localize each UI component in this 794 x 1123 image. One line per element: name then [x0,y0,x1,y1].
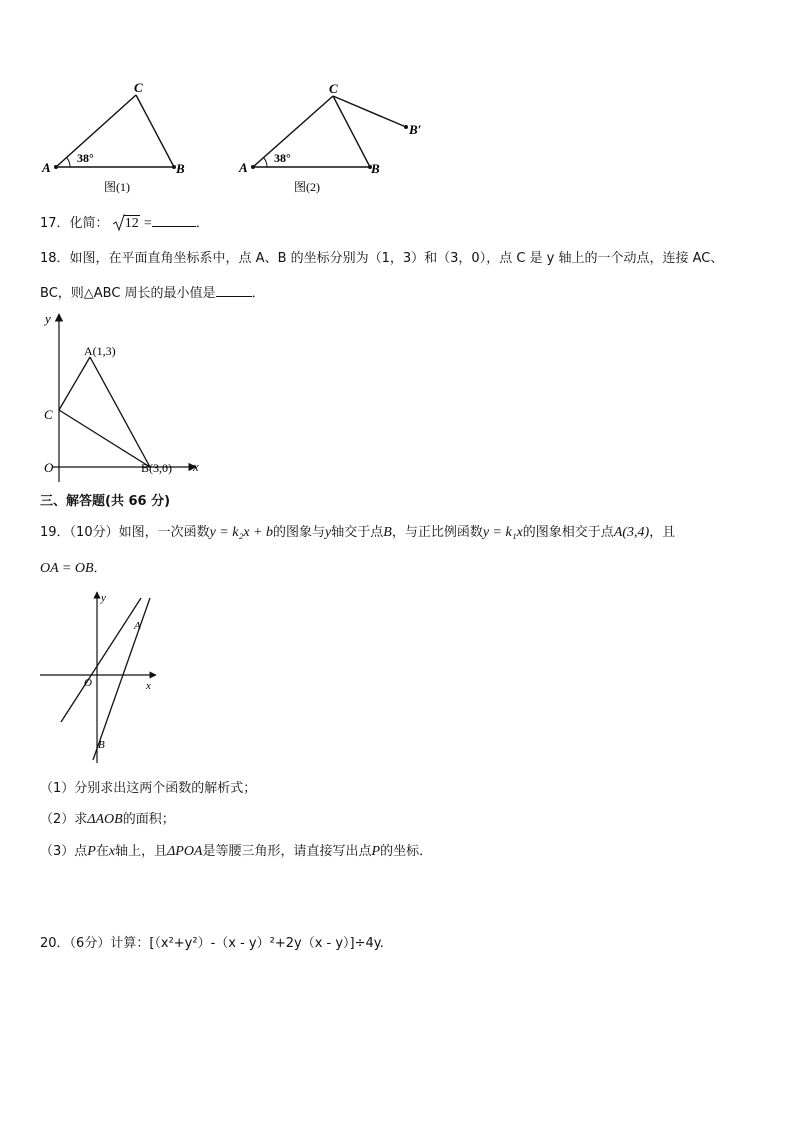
q19-p1: 19．（10分）如图，一次函数 [40,525,210,540]
question-18-line2 [40,284,265,302]
q19-s3t: ΔPOA [167,844,203,859]
fig1-label-a: A [42,160,51,175]
q19-sub-3 [40,844,432,860]
q19-p2: 的图象与 [273,525,326,540]
fig1-point-a [54,165,58,169]
q18-segment-ca [59,357,90,410]
q19-label-o: O [84,677,92,689]
q17-text: 17．化简： [40,216,109,231]
q19-s3x: x [108,844,116,859]
q19-av: A(3,4) [613,525,650,540]
q17-eq: = [143,216,152,231]
q19-label-y: y [101,592,106,604]
question-18-line1: 18．如图，在平面直角坐标系中，点 A、B 的坐标分别为（1，3）和（3，0），点 C 是 y 轴上的一个动点，连接 AC、 [40,251,724,266]
q19-p5: 的图象相交于点 [522,525,614,540]
fig2-label-b: B [371,161,380,176]
fig2-label-a: A [239,160,248,175]
q18-label-c: C [44,407,53,422]
fig2-side-ac [253,96,333,167]
q18-segment-cb [59,410,150,467]
q19-yv: y [325,525,332,540]
fig1-angle-label: 38° [77,151,94,165]
q19-f2: y = k₁x [482,525,523,540]
question-17: 17．化简： 12 = ． [40,216,209,231]
q18-answer-blank [216,284,252,297]
q18-label-b: B(3,0) [141,461,172,475]
section-3-title: 三、解答题(共 66 分) [40,494,171,509]
q18-graph [40,310,220,490]
fig1-caption: 图(1) [104,180,130,194]
q19-s3b: 在 [95,844,109,859]
q19-label-a: A [134,620,141,632]
q19-bv: B [383,525,392,540]
fig2-point-bp [404,125,408,129]
fig1-angle-arc [67,158,71,168]
fig2-side-cbp [333,96,406,127]
fig1-label-b: B [176,161,185,176]
q18-end: ． [251,286,265,301]
question-19-line2 [40,561,107,577]
figure-1 [38,78,198,198]
q19-sub-1: （1）分别求出这两个函数的解析式； [40,781,257,796]
q19-s3c: 轴上，且 [115,844,168,859]
fig2-angle-label: 38° [274,151,291,165]
q19-s3e: 的坐标． [380,844,433,859]
q18-line2-text: BC，则△ABC 周长的最小值是 [40,286,216,301]
q19-line2: OA = OB [40,561,94,576]
q18-label-a: A(1,3) [84,344,116,358]
q19-p3: 轴交于点 [331,525,384,540]
q19-line-linear [93,598,150,760]
q19-graph [38,588,168,768]
question-20: 20．（6分）计算：[（x²+y²）-（x - y）²+2y（x - y）]÷4y. [40,936,384,951]
fig2-angle-arc [264,158,268,168]
q17-answer-blank [152,214,196,227]
fig2-point-a [251,165,255,169]
question-19-line1 [40,525,675,541]
q18-label-y: y [45,311,51,326]
fig2-label-bp: B′ [409,122,422,137]
figure-2 [236,78,436,198]
q19-s3p: P [87,844,96,859]
q18-segment-ab [90,357,150,467]
q19-s2b: ΔAOB [87,812,123,827]
q19-line-proportional [61,598,141,722]
q19-line2-end: ． [93,561,107,576]
fig1-side-bc [136,95,174,167]
q19-s2c: 的面积； [122,812,175,827]
q19-s3p2: P [371,844,381,859]
q19-s3a: （3）点 [40,844,88,859]
fig1-label-c: C [134,80,143,95]
q19-label-x: x [146,680,151,692]
q19-f1: y = k₂x + b [209,525,273,540]
sqrt-sign-icon [113,214,125,232]
q19-s2a: （2）求 [40,812,88,827]
q17-sqrt [113,216,140,232]
q19-p4: ，与正比例函数 [391,525,483,540]
q19-sub-2 [40,812,175,828]
q17-radicand: 12 [124,216,139,231]
q19-s3d: 是等腰三角形，请直接写出点 [202,844,372,859]
fig2-side-bc [333,96,370,167]
fig1-side-ac [56,95,136,167]
q19-p6: ，且 [649,525,676,540]
q18-label-x: x [193,459,199,474]
fig2-caption: 图(2) [294,180,320,194]
q19-label-b: B [98,739,105,751]
q18-label-o: O [44,460,54,475]
fig2-label-c: C [329,81,338,96]
